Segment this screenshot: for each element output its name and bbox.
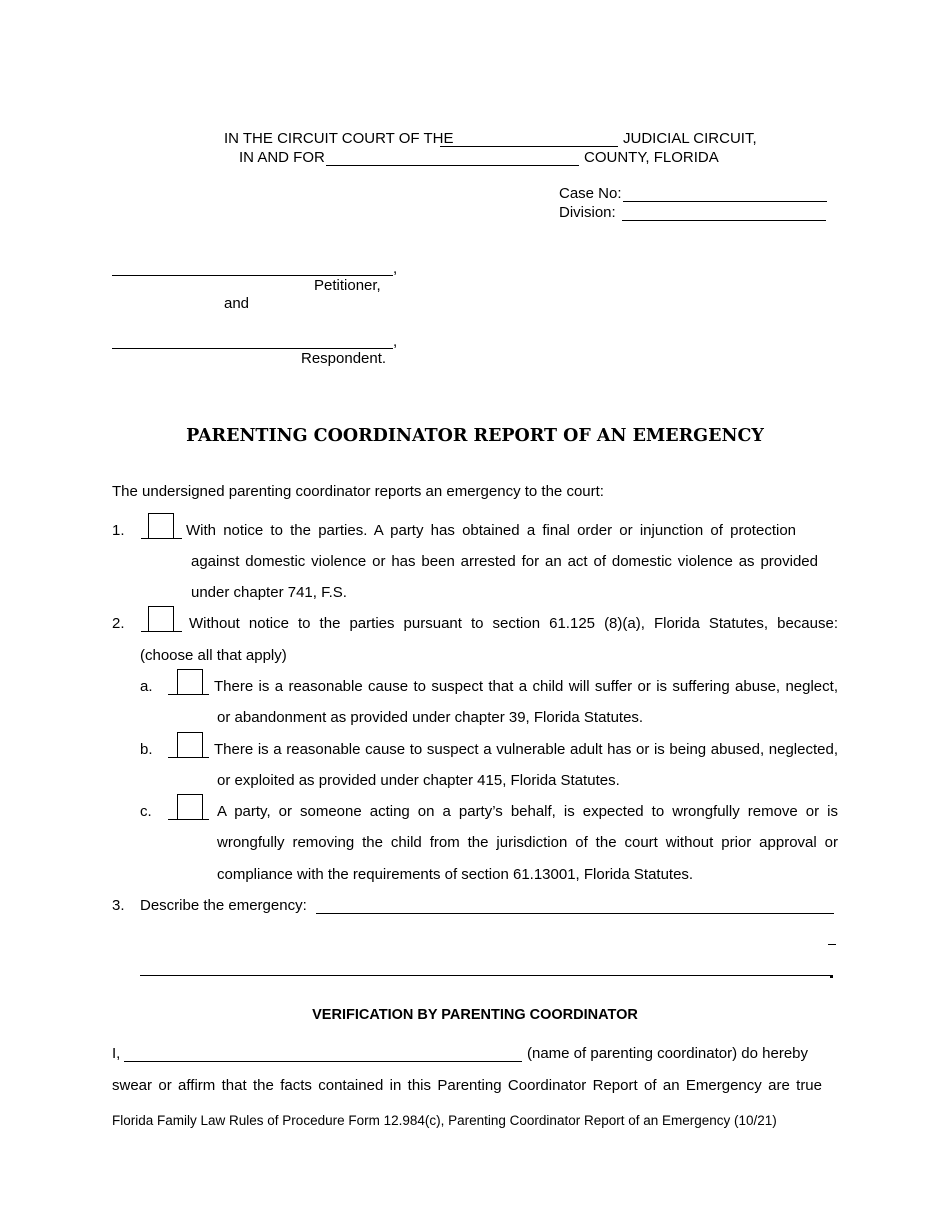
item2b-line1: There is a reasonable cause to suspect a vulnerable adult has or is being abused, neglected, (214, 741, 838, 758)
item2a-letter: a. (140, 678, 153, 695)
caption-judicial-circuit-label: JUDICIAL CIRCUIT, (623, 130, 757, 147)
respondent-label: Respondent. (301, 350, 387, 367)
verification-i-label: I, (112, 1045, 121, 1062)
caption-county-label: COUNTY, FLORIDA (584, 149, 719, 166)
caption-in-and-for-label: IN AND FOR (239, 149, 325, 166)
item2b-letter: b. (140, 741, 153, 758)
emergency-description-field[interactable] (316, 913, 834, 914)
item2-checkbox[interactable] (148, 606, 174, 632)
item2a-checkbox[interactable] (177, 669, 203, 695)
footer-form-citation: Florida Family Law Rules of Procedure Form 12.984(c), Parenting Coordinator Report of an Emergency (10/21) (112, 1113, 777, 1128)
respondent-comma: , (393, 333, 398, 350)
item1-line1: With notice to the parties. A party has obtained a final order or injunction of protection (186, 522, 796, 539)
item1-checkbox[interactable] (148, 513, 174, 539)
item2a-line2: or abandonment as provided under chapter 39, Florida Statutes. (217, 709, 644, 726)
case-no-field[interactable] (623, 201, 827, 202)
item2c-line2: wrongfully removing the child from the jurisdiction of the court without prior approval or (217, 834, 838, 851)
item2-line1: Without notice to the parties pursuant to section 61.125 (8)(a), Florida Statutes, because: (189, 615, 838, 632)
division-label: Division: (559, 204, 616, 221)
item3-number: 3. (112, 897, 125, 914)
petitioner-comma: , (393, 260, 398, 277)
item2c-line1: A party, or someone acting on a party’s behalf, is expected to wrongfully remove or is (217, 803, 838, 820)
verification-line1-suffix: (name of parenting coordinator) do hereby (527, 1045, 809, 1062)
caption-circuit-court-label: IN THE CIRCUIT COURT OF THE (224, 130, 454, 147)
item1-line3: under chapter 741, F.S. (191, 584, 347, 601)
item2-number: 2. (112, 615, 125, 632)
item1-number: 1. (112, 522, 125, 539)
item2c-checkbox[interactable] (177, 794, 203, 820)
form-title: PARENTING COORDINATOR REPORT OF AN EMERGENCY (186, 426, 764, 446)
item1-line2: against domestic violence or has been arrested for an act of domestic violence as provided (191, 553, 818, 570)
coordinator-name-field[interactable] (124, 1061, 522, 1062)
item2-line2: (choose all that apply) (140, 647, 287, 664)
item2c-line3: compliance with the requirements of section 61.13001, Florida Statutes. (217, 866, 694, 883)
item2c-letter: c. (140, 803, 152, 820)
case-no-label: Case No: (559, 185, 622, 202)
emergency-description-period (830, 975, 833, 978)
item2b-line2: or exploited as provided under chapter 415, Florida Statutes. (217, 772, 620, 789)
intro-text: The undersigned parenting coordinator reports an emergency to the court: (112, 483, 604, 500)
verification-title: VERIFICATION BY PARENTING COORDINATOR (312, 1007, 638, 1023)
item3-label: Describe the emergency: (140, 897, 307, 914)
item2b-checkbox[interactable] (177, 732, 203, 758)
division-field[interactable] (622, 220, 826, 221)
emergency-description-line3[interactable] (140, 975, 830, 976)
petitioner-label: Petitioner, (314, 277, 381, 294)
emergency-description-line2[interactable] (828, 944, 836, 945)
judicial-circuit-field[interactable] (440, 146, 618, 147)
county-field[interactable] (326, 165, 579, 166)
item2a-line1: There is a reasonable cause to suspect that a child will suffer or is suffering abuse, neglect, (214, 678, 838, 695)
petitioner-name-field[interactable] (112, 275, 393, 276)
and-text: and (224, 295, 250, 312)
verification-line2: swear or affirm that the facts contained in this Parenting Coordinator Report of an Emergency are true (112, 1077, 822, 1094)
respondent-name-field[interactable] (112, 348, 393, 349)
